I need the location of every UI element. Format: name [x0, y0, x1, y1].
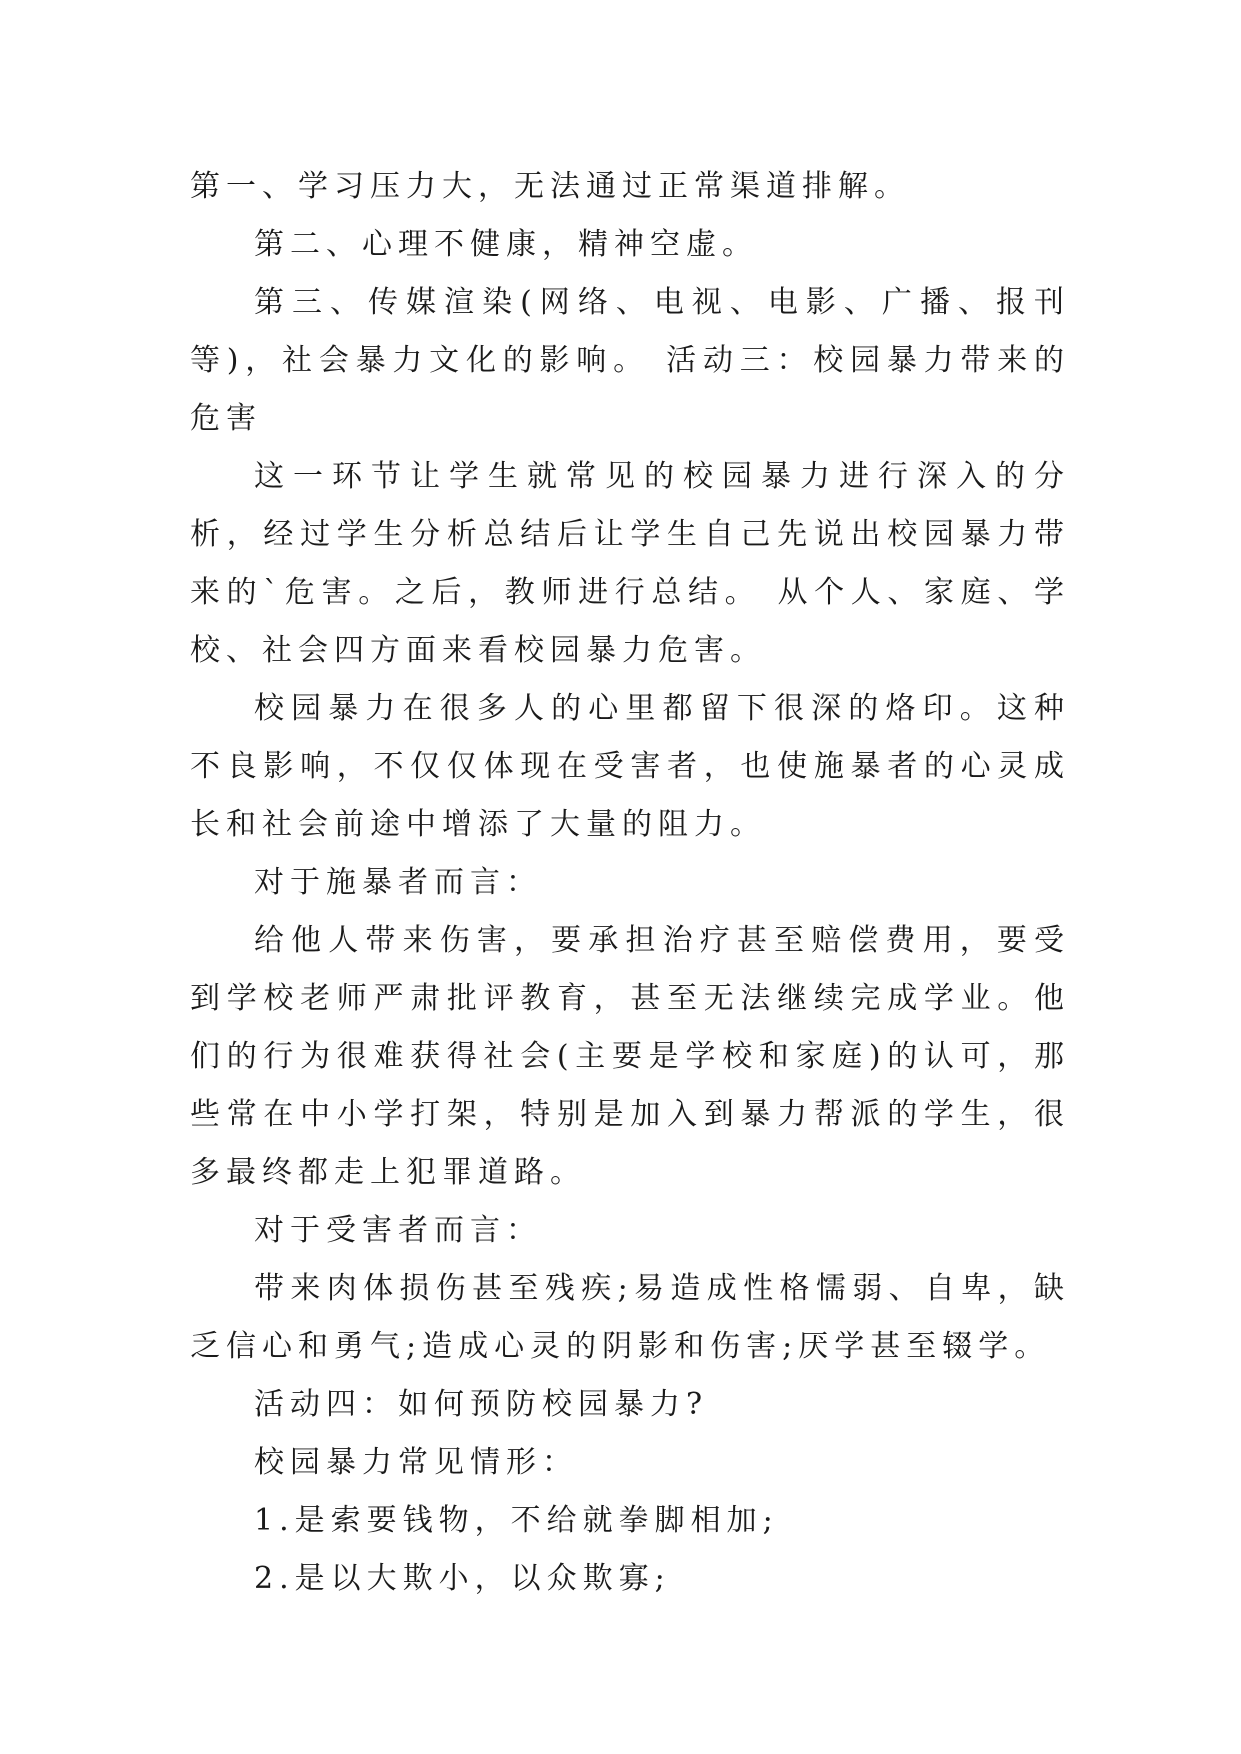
- paragraph-2: 第二、心理不健康，精神空虚。: [254, 227, 758, 262]
- paragraph-13: 2.是以大欺小，以众欺寡;: [254, 1561, 671, 1596]
- paragraph-6: 对于施暴者而言：: [254, 865, 542, 900]
- paragraph-8: 对于受害者而言：: [254, 1213, 542, 1248]
- paragraph-1: 第一、学习压力大，无法通过正常渠道排解。: [190, 169, 910, 204]
- paragraph-7: 给他人带来伤害，要承担治疗甚至赔偿费用，要受到学校老师严肃批评教育，甚至无法继续完成学业。他们的行为很难获得社会(主要是学校和家庭)的认可，那些常在中小学打架，特别是加入到暴力帮派的学生，很多最终都走上犯罪道路。: [190, 923, 1070, 1190]
- paragraph-9: 带来肉体损伤甚至残疾;易造成性格懦弱、自卑，缺乏信心和勇气;造成心灵的阴影和伤害;厌学甚至辍学。: [190, 1271, 1070, 1364]
- paragraph-5: 校园暴力在很多人的心里都留下很深的烙印。这种不良影响，不仅仅体现在受害者，也使施暴者的心灵成长和社会前途中增添了大量的阻力。: [190, 691, 1070, 842]
- paragraph-4: 这一环节让学生就常见的校园暴力进行深入的分析，经过学生分析总结后让学生自己先说出校园暴力带来的`危害。之后，教师进行总结。 从个人、家庭、学校、社会四方面来看校园暴力危害。: [190, 459, 1070, 668]
- paragraph-12: 1.是索要钱物，不给就拳脚相加;: [254, 1503, 779, 1538]
- paragraph-10: 活动四：如何预防校园暴力?: [254, 1387, 709, 1422]
- paragraph-11: 校园暴力常见情形：: [254, 1445, 578, 1480]
- document-body: [190, 158, 1070, 1608]
- paragraph-3: 第三、传媒渲染(网络、电视、电影、广播、报刊等)，社会暴力文化的影响。 活动三：校园暴力带来的危害: [190, 285, 1070, 436]
